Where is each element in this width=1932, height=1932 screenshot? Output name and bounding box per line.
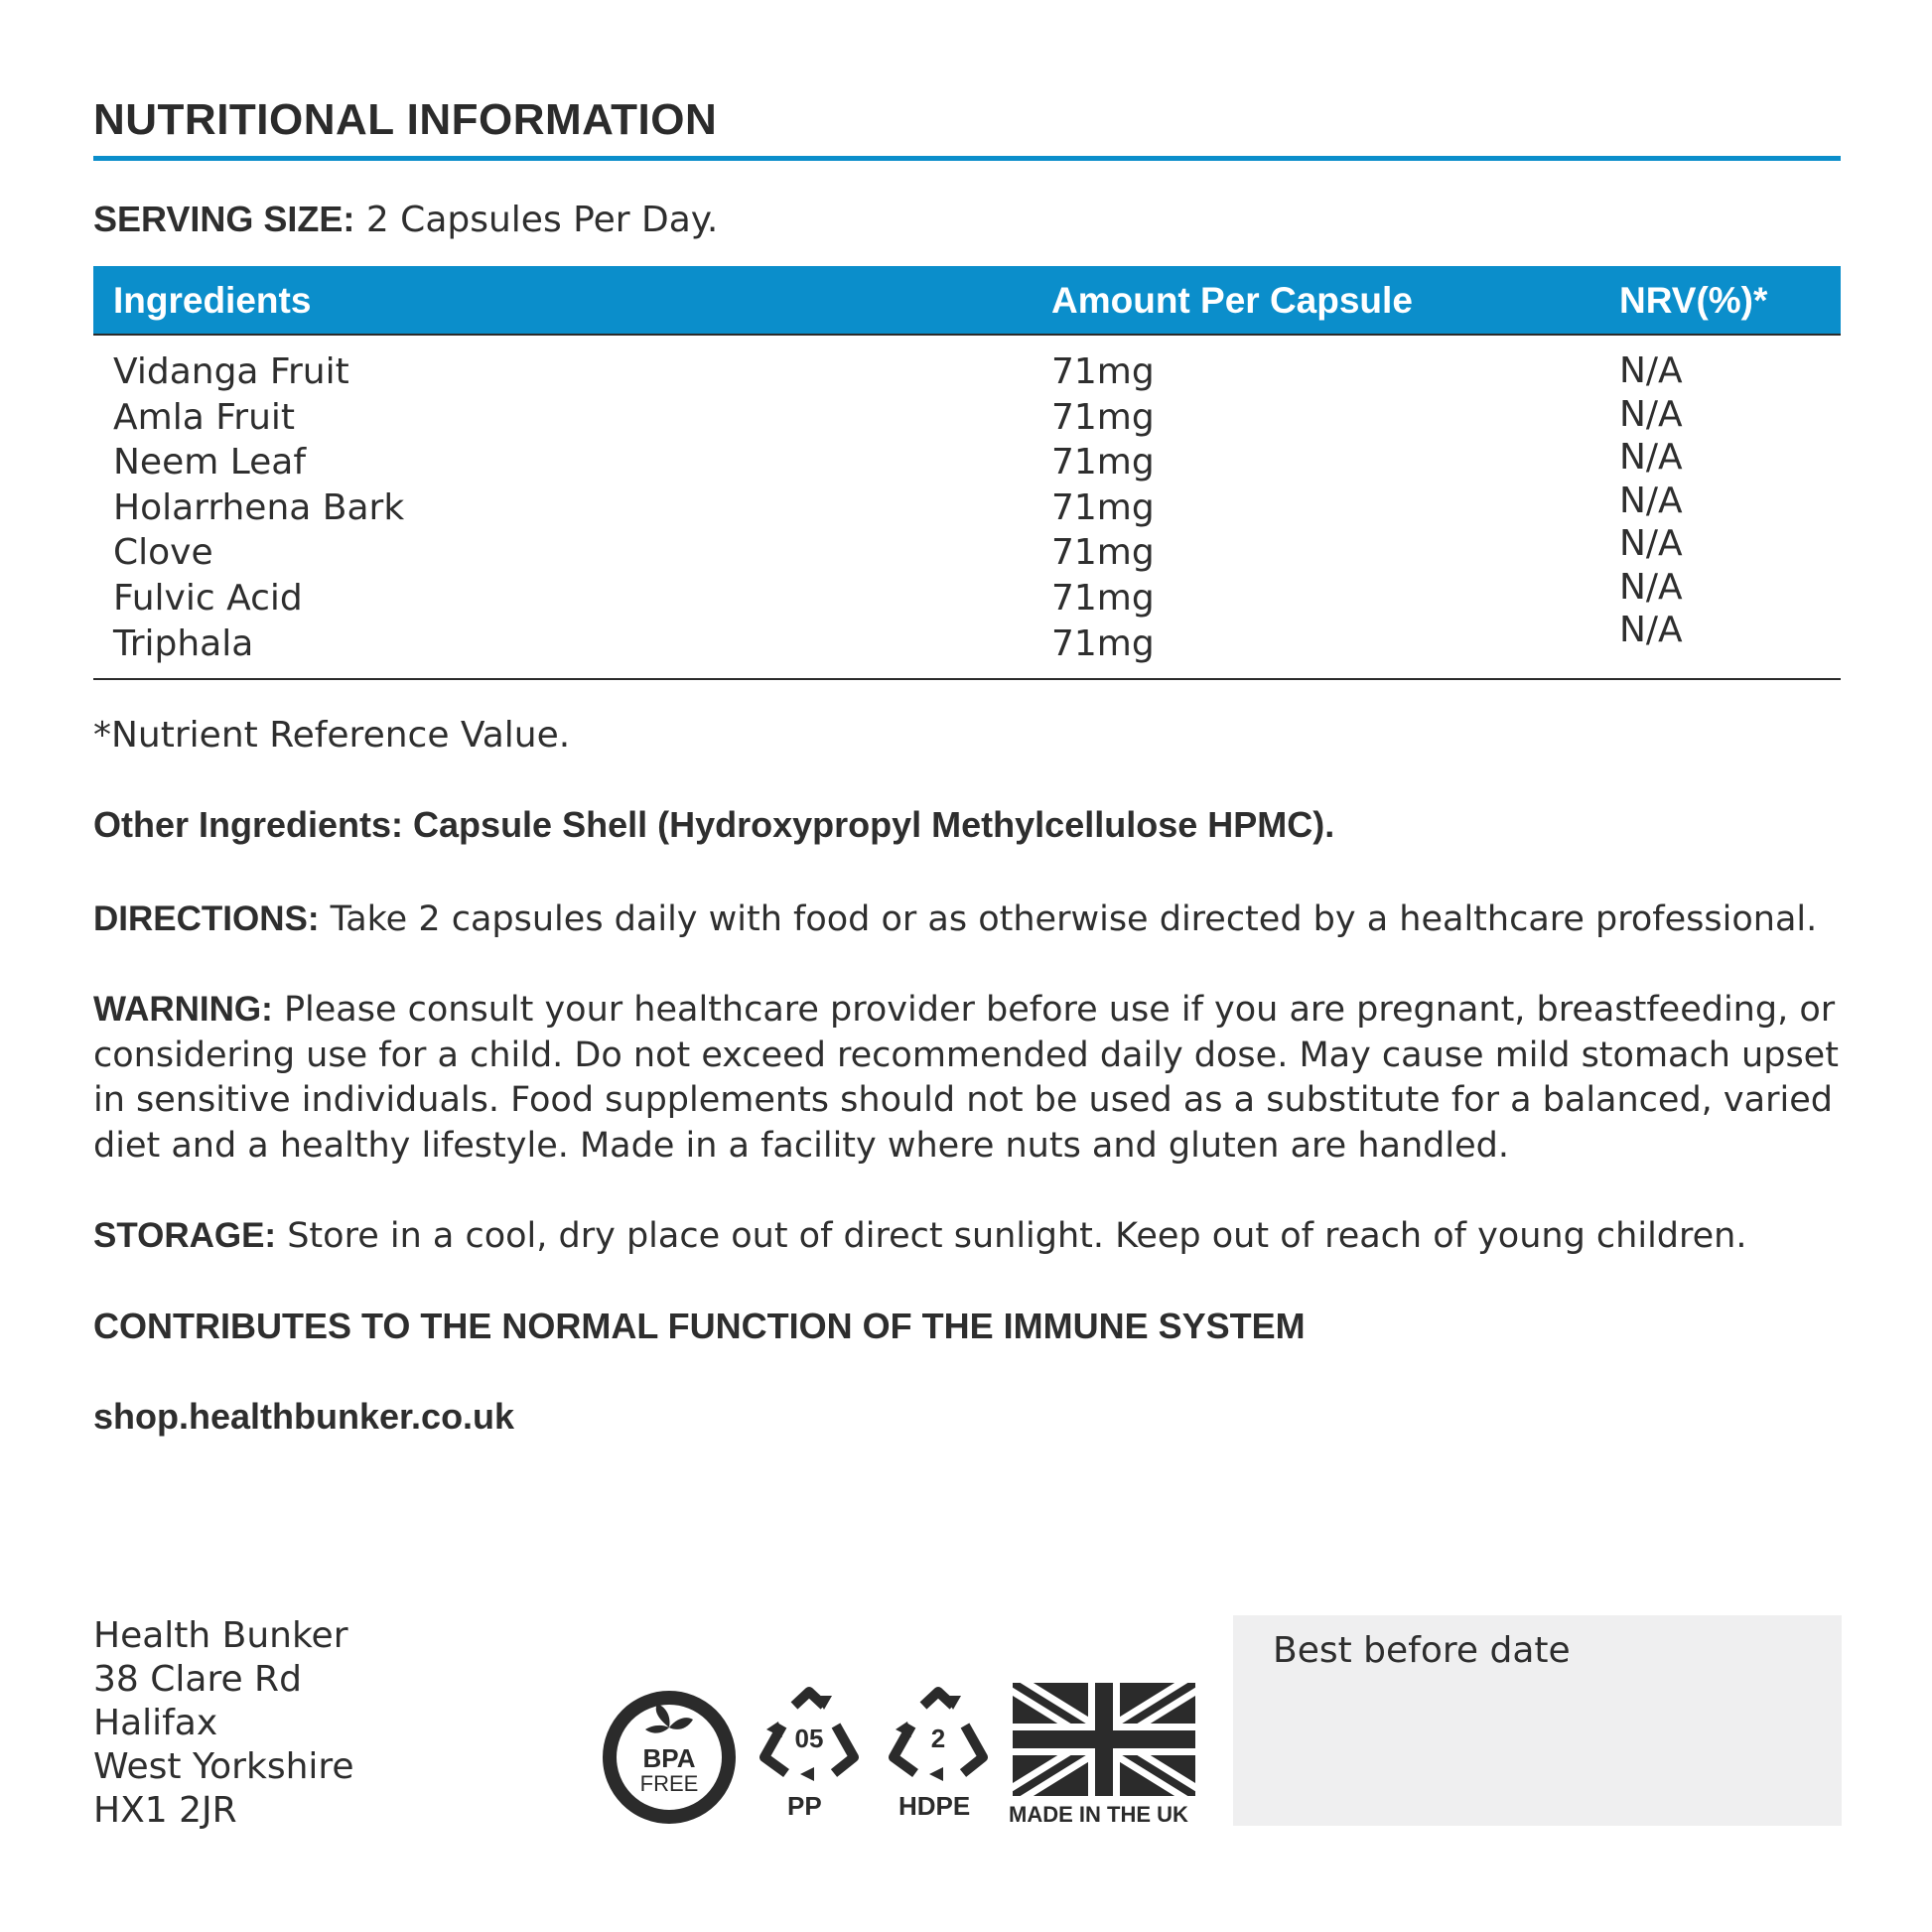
- amount-cell: 71mg: [1051, 442, 1155, 483]
- best-before-label: Best before date: [1273, 1630, 1571, 1671]
- serving-size-label: SERVING SIZE:: [93, 199, 355, 239]
- uk-caption: MADE IN THE UK: [1009, 1802, 1188, 1827]
- hdpe-caption: HDPE: [898, 1791, 971, 1821]
- amount-column: [1051, 349, 1155, 666]
- amount-cell: 71mg: [1051, 622, 1155, 664]
- pp-caption: PP: [787, 1791, 822, 1821]
- pp-code: 05: [794, 1724, 824, 1753]
- directions-label: DIRECTIONS:: [93, 899, 320, 938]
- storage: [93, 1213, 1861, 1260]
- page-title: NUTRITIONAL INFORMATION: [93, 95, 718, 144]
- warning: [93, 987, 1861, 1169]
- ingredients-column: [113, 349, 404, 666]
- free-text: FREE: [639, 1771, 699, 1796]
- nrv-cell: N/A: [1619, 480, 1683, 521]
- directions: [93, 897, 1861, 943]
- address-line: HX1 2JR: [93, 1790, 237, 1831]
- directions-text: Take 2 capsules daily with food or as otherwise directed by a healthcare professional.: [319, 899, 1818, 939]
- nrv-cell: N/A: [1619, 610, 1683, 650]
- amount-cell: 71mg: [1051, 532, 1155, 574]
- amount-cell: 71mg: [1051, 396, 1155, 438]
- ingredient-cell: Holarrhena Bark: [113, 486, 405, 528]
- amount-cell: 71mg: [1051, 351, 1155, 392]
- health-claim: CONTRIBUTES TO THE NORMAL FUNCTION OF THE IMMUNE SYSTEM: [93, 1306, 1306, 1346]
- warning-label: WARNING:: [93, 990, 273, 1029]
- nrv-column: [1619, 349, 1683, 652]
- nrv-footnote: *Nutrient Reference Value.: [93, 715, 571, 756]
- nrv-cell: N/A: [1619, 566, 1683, 608]
- manufacturer-address: [93, 1614, 354, 1833]
- ingredient-cell: Vidanga Fruit: [113, 351, 349, 392]
- header-nrv: NRV(%)*: [1619, 280, 1768, 321]
- nutrition-table-header: [93, 266, 1841, 336]
- amount-cell: 71mg: [1051, 486, 1155, 528]
- union-flag-icon: [1009, 1683, 1195, 1827]
- bpa-free-icon: [602, 1690, 737, 1825]
- address-line: 38 Clare Rd: [93, 1659, 302, 1700]
- nutrition-table-body: [93, 349, 1841, 680]
- header-amount: Amount Per Capsule: [1051, 280, 1413, 321]
- title-underline: [93, 156, 1841, 161]
- nrv-cell: N/A: [1619, 350, 1683, 391]
- ingredient-cell: Clove: [113, 532, 213, 574]
- address-line: Halifax: [93, 1703, 218, 1743]
- nrv-cell: N/A: [1619, 393, 1683, 435]
- website-link[interactable]: shop.healthbunker.co.uk: [93, 1396, 515, 1437]
- storage-label: STORAGE:: [93, 1216, 277, 1255]
- recycle-pp-icon: [755, 1686, 864, 1821]
- warning-text: Please consult your healthcare provider before use if you are pregnant, breastfeeding, or considering use for a child. Do not exceed recommended daily dose. May cause mild stomach upset in sensitive individuals. Food supplements should not be used as a substitute for a balanced, varied diet and a healthy lifestyle. Made in a facility where nuts and gluten are handled.: [93, 990, 1839, 1166]
- ingredient-cell: Fulvic Acid: [113, 577, 303, 619]
- other-ingredients: Other Ingredients: Capsule Shell (Hydroxypropyl Methylcellulose HPMC).: [93, 804, 1335, 845]
- serving-size-value: 2 Capsules Per Day.: [354, 200, 719, 240]
- bpa-text: BPA: [642, 1743, 696, 1773]
- packaging-icons: [596, 1678, 1211, 1827]
- amount-cell: 71mg: [1051, 577, 1155, 619]
- ingredient-cell: Amla Fruit: [113, 396, 296, 438]
- address-line: Health Bunker: [93, 1615, 348, 1656]
- best-before-panel: [1233, 1615, 1842, 1826]
- serving-size: [93, 199, 718, 240]
- recycle-hdpe-icon: [884, 1686, 993, 1821]
- header-ingredients: Ingredients: [113, 280, 312, 321]
- ingredient-cell: Triphala: [113, 622, 254, 664]
- hdpe-code: 2: [930, 1724, 946, 1753]
- ingredient-cell: Neem Leaf: [113, 442, 307, 483]
- storage-text: Store in a cool, dry place out of direct sunlight. Keep out of reach of young children.: [276, 1216, 1747, 1256]
- nrv-cell: N/A: [1619, 523, 1683, 564]
- nrv-cell: N/A: [1619, 437, 1683, 478]
- address-line: West Yorkshire: [93, 1746, 354, 1787]
